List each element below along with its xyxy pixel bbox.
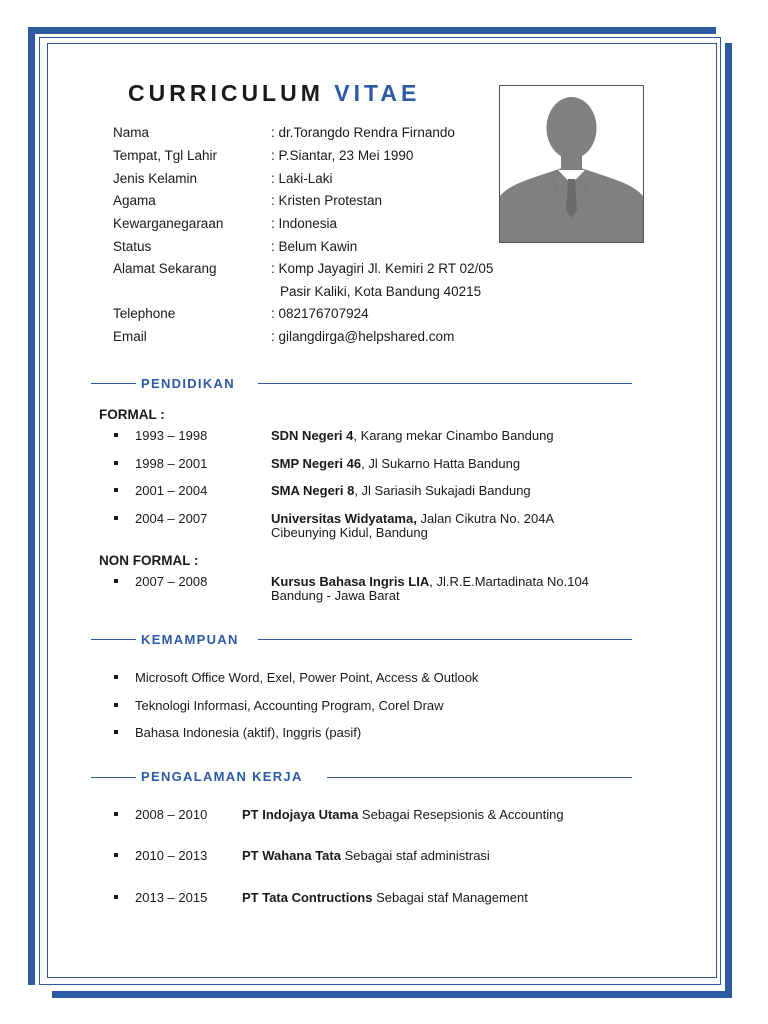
section-rule-left (91, 777, 136, 778)
section-heading-kemampuan: KEMAMPUAN (141, 632, 239, 647)
edu-years: 2007 – 2008 (135, 574, 208, 589)
section-heading-pendidikan: PENDIDIKAN (141, 376, 235, 391)
skill-item: Microsoft Office Word, Exel, Power Point, Access & Outlook (135, 670, 479, 685)
bullet-icon (114, 579, 118, 583)
edu-detail: , Jl Sariasih Sukajadi Bandung (354, 483, 531, 498)
bullet-icon (114, 461, 118, 465)
section-heading-pengalaman-kerja: PENGALAMAN KERJA (141, 769, 303, 784)
formal-label: FORMAL : (99, 407, 165, 422)
value-email: : gilangdirga@helpshared.com (271, 329, 455, 344)
job-years: 2013 – 2015 (135, 890, 208, 905)
bullet-icon (114, 516, 118, 520)
value-jenis-kelamin: : Laki-Laki (271, 171, 333, 186)
frame-border-bottom (52, 991, 732, 998)
label-alamat: Alamat Sekarang (113, 261, 217, 276)
job-company: PT Tata Contructions (242, 890, 373, 905)
bullet-icon (114, 895, 118, 899)
edu-years: 2004 – 2007 (135, 511, 208, 526)
title-part-2: VITAE (334, 80, 421, 106)
job-years: 2010 – 2013 (135, 848, 208, 863)
edu-school: Kursus Bahasa Ingris LIA (271, 574, 430, 589)
edu-school: SMA Negeri 8 (271, 483, 355, 498)
edu-school: SMP Negeri 46 (271, 456, 362, 471)
job-company: PT Wahana Tata (242, 848, 341, 863)
frame-border-left (28, 27, 35, 985)
edu-years: 2001 – 2004 (135, 483, 208, 498)
skill-item: Teknologi Informasi, Accounting Program, Corel Draw (135, 698, 444, 713)
frame-border-top (28, 27, 716, 34)
job-entry (242, 807, 564, 822)
edu-school: Universitas Widyatama, (271, 511, 417, 526)
edu-detail: , Jl.R.E.Martadinata No.104 (429, 574, 589, 589)
value-nama: : dr.Torangdo Rendra Firnando (271, 125, 455, 140)
value-alamat: : Komp Jayagiri Jl. Kemiri 2 RT 02/05 (271, 261, 494, 276)
job-role: Sebagai Resepsionis & Accounting (358, 807, 564, 822)
person-silhouette-icon (500, 86, 643, 242)
edu-detail: , Karang mekar Cinambo Bandung (353, 428, 554, 443)
job-entry (242, 890, 528, 905)
value-tempat-tgl-lahir: : P.Siantar, 23 Mei 1990 (271, 148, 414, 163)
label-tempat-tgl-lahir: Tempat, Tgl Lahir (113, 148, 218, 163)
nonformal-label: NON FORMAL : (99, 553, 199, 568)
label-agama: Agama (113, 193, 156, 208)
value-agama: : Kristen Protestan (271, 193, 383, 208)
section-rule-right (258, 639, 632, 640)
title-part-1: CURRICULUM (128, 80, 324, 106)
edu-entry (271, 511, 554, 526)
section-rule-right (327, 777, 632, 778)
edu-entry (271, 483, 531, 498)
job-role: Sebagai staf administrasi (340, 848, 490, 863)
value-kewarganegaraan: : Indonesia (271, 216, 338, 231)
edu-detail: Jalan Cikutra No. 204A (416, 511, 555, 526)
edu-years: 1993 – 1998 (135, 428, 208, 443)
section-rule-left (91, 639, 136, 640)
bullet-icon (114, 488, 118, 492)
bullet-icon (114, 433, 118, 437)
bullet-icon (114, 812, 118, 816)
edu-entry (271, 456, 520, 471)
section-rule-right (258, 383, 632, 384)
job-company: PT Indojaya Utama (242, 807, 359, 822)
bullet-icon (114, 730, 118, 734)
section-rule-left (91, 383, 136, 384)
edu-detail: , Jl Sukarno Hatta Bandung (361, 456, 521, 471)
bullet-icon (114, 853, 118, 857)
label-email: Email (113, 329, 147, 344)
label-kewarganegaraan: Kewarganegaraan (113, 216, 224, 231)
job-role: Sebagai staf Management (372, 890, 528, 905)
job-entry (242, 848, 490, 863)
job-years: 2008 – 2010 (135, 807, 208, 822)
bullet-icon (114, 675, 118, 679)
edu-years: 1998 – 2001 (135, 456, 208, 471)
frame-border-right (725, 43, 732, 998)
label-jenis-kelamin: Jenis Kelamin (113, 171, 198, 186)
value-status: : Belum Kawin (271, 239, 358, 254)
label-status: Status (113, 239, 152, 254)
edu-detail-line-2: Bandung - Jawa Barat (271, 588, 400, 603)
label-telephone: Telephone (113, 306, 176, 321)
profile-photo (499, 85, 644, 243)
edu-entry (271, 428, 554, 443)
page-title (128, 80, 420, 107)
edu-entry (271, 574, 589, 589)
edu-school: SDN Negeri 4 (271, 428, 354, 443)
bullet-icon (114, 703, 118, 707)
label-nama: Nama (113, 125, 150, 140)
edu-detail-line-2: Cibeunying Kidul, Bandung (271, 525, 428, 540)
skill-item: Bahasa Indonesia (aktif), Inggris (pasif) (135, 725, 362, 740)
value-alamat-line-2: Pasir Kaliki, Kota Bandung 40215 (280, 284, 482, 299)
value-telephone: : 082176707924 (271, 306, 369, 321)
